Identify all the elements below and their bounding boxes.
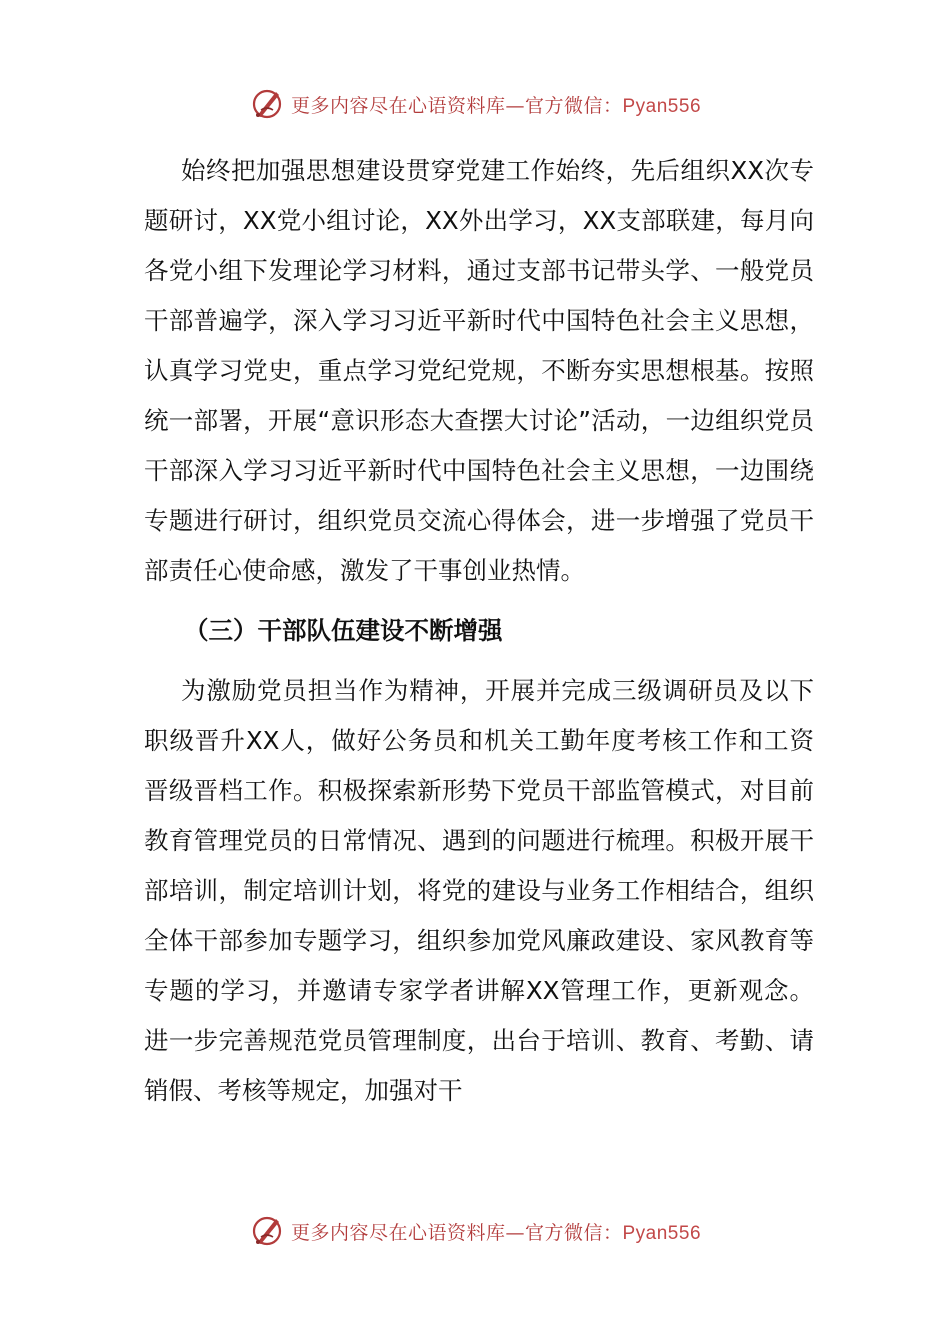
- footer-site-text: 更多内容尽在心语资料库—官方微信：: [290, 1221, 623, 1244]
- paragraph-ideology: 始终把加强思想建设贯穿党建工作始终，先后组织XX次专题研讨，XX党小组讨论，XX外出学习，XX支部联建，每月向各党小组下发理论学习材料，通过支部书记带头学、一般党员干部普遍学，深入学习习近平新时代中国特色社会主义思想，认真学习党史，重点学习党纪党规，不断夯实思想根基。按照统一部署，开展“意识形态大查摆大讨论”活动，一边组织党员干部深入学习习近平新时代中国特色社会主义思想，一边围绕专题进行研讨，组织党员交流心得体会，进一步增强了党员干部责任心使命感，激发了干事创业热情。: [144, 156, 814, 585]
- footer-text: [291, 1218, 701, 1245]
- page-footer: [0, 1209, 950, 1253]
- section-heading: （三）干部队伍建设不断增强: [184, 616, 503, 645]
- page-header: [0, 82, 950, 126]
- header-text: [291, 91, 701, 118]
- document-body: [144, 146, 814, 1116]
- paragraph-cadre: 为激励党员担当作为精神，开展并完成三级调研员及以下职级晋升XX人，做好公务员和机关工勤年度考核工作和工资晋级晋档工作。积极探索新形势下党员干部监管模式，对目前教育管理党员的日常情况、遇到的问题进行梳理。积极开展干部培训，制定培训计划，将党的建设与业务工作相结合，组织全体干部参加专题学习，组织参加党风廉政建设、家风教育等专题的学习，并邀请专家学者讲解XX管理工作，更新观念。进一步完善规范党员管理制度，出台于培训、教育、考勤、请销假、考核等规定，加强对干: [144, 676, 814, 1105]
- quill-logo-icon: [249, 1213, 285, 1249]
- header-wechat-id: Pyan556: [622, 95, 702, 117]
- header-site-text: 更多内容尽在心语资料库—官方微信：: [290, 94, 623, 117]
- header-watermark: [249, 86, 701, 122]
- footer-wechat-id: Pyan556: [622, 1222, 702, 1244]
- footer-watermark: [249, 1213, 701, 1249]
- quill-logo-icon: [249, 86, 285, 122]
